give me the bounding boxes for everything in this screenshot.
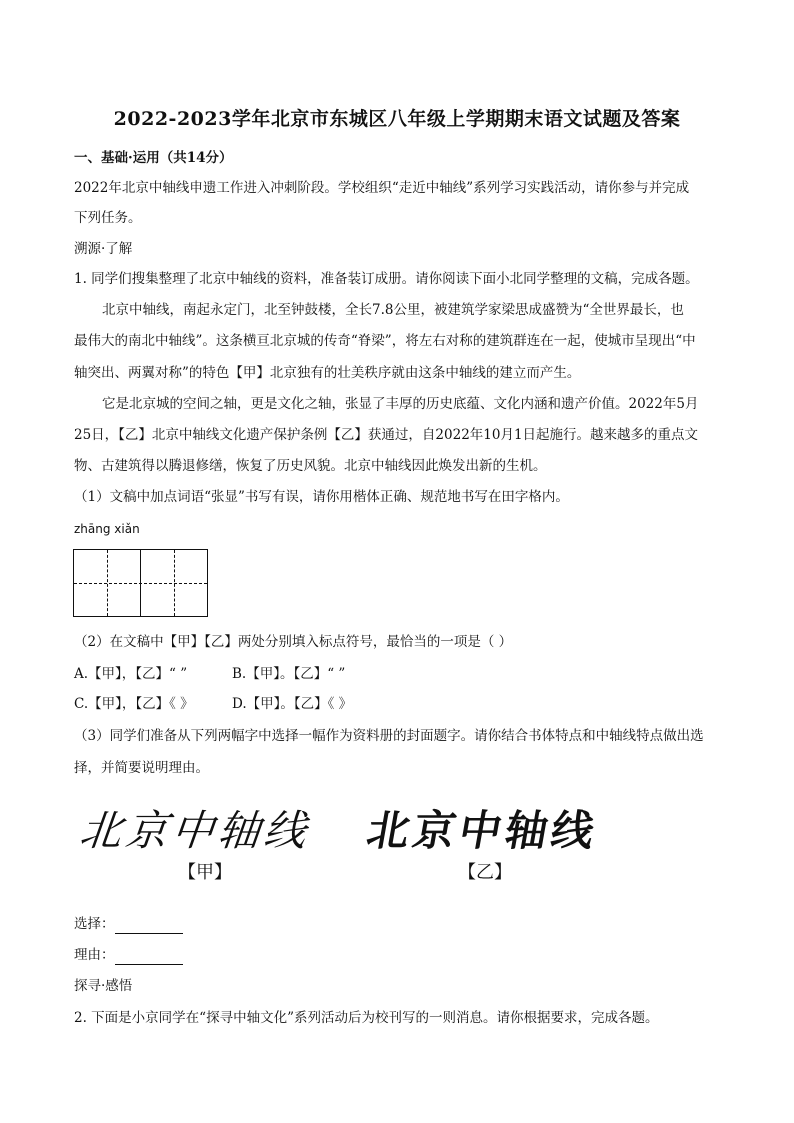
passage-line-6: 物、古建筑得以腾退修缮，恢复了历史风貌。北京中轴线因此焕发出新的生机。 bbox=[74, 458, 547, 474]
question-1-3-line-1: （3）同学们准备从下列两幅字中选择一幅作为资料册的封面题字。请你结合书体特点和中轴线特点做出选 bbox=[74, 728, 704, 744]
subheading-explore: 探寻·感悟 bbox=[74, 978, 133, 994]
section-heading: 一、基础·运用（共14分） bbox=[74, 150, 233, 166]
tianzi-grid[interactable] bbox=[73, 549, 208, 617]
passage-line-5: 25日，【乙】北京中轴线文化遗产保护条例【乙】获通过，自2022年10月1日起施行。越来越多的重点文 bbox=[74, 427, 699, 443]
choice-label: 选择： bbox=[74, 916, 115, 932]
choice-blank[interactable] bbox=[115, 919, 183, 934]
question-1: 1. 同学们搜集整理了北京中轴线的资料，准备装订成册。请你阅读下面小北同学整理的文稿，完成各题。 bbox=[74, 271, 699, 287]
pinyin-annotation: zhāng xiǎn bbox=[74, 522, 140, 536]
passage-line-3: 轴突出、两翼对称”的特色【甲】北京独有的壮美秩序就由这条中轴线的建立而产生。 bbox=[74, 365, 581, 381]
label-yi: 【乙】 bbox=[458, 862, 512, 883]
question-1-2: （2）在文稿中【甲】【乙】两处分别填入标点符号，最恰当的一项是（ ） bbox=[74, 634, 513, 650]
reason-blank[interactable] bbox=[115, 950, 183, 965]
reason-label: 理由： bbox=[74, 947, 115, 963]
question-1-3-line-2: 择，并简要说明理由。 bbox=[74, 760, 209, 776]
intro-line-2: 下列任务。 bbox=[74, 210, 142, 226]
passage-line-1: 北京中轴线，南起永定门，北至钟鼓楼，全长7.8公里，被建筑学家梁思成盛赞为“全世界最长，也 bbox=[102, 302, 684, 318]
calligraphy-yi: 北京中轴线 bbox=[363, 806, 602, 855]
calligraphy-jia: 北京中轴线 bbox=[77, 806, 313, 855]
choice-row bbox=[74, 914, 183, 934]
option-b: B.【甲】。【乙】“ ” bbox=[232, 666, 346, 682]
label-jia: 【甲】 bbox=[178, 862, 232, 883]
grid-dashed-horizontal bbox=[74, 583, 207, 584]
passage-line-2: 最伟大的南北中轴线”。这条横亘北京城的传奇“脊梁”，将左右对称的建筑群连在一起，使城市呈现出“中 bbox=[74, 333, 696, 349]
question-1-1: （1）文稿中加点词语“张显”书写有误，请你用楷体正确、规范地书写在田字格内。 bbox=[74, 489, 569, 505]
reason-row bbox=[74, 945, 183, 965]
option-c: C.【甲】，【乙】《 》 bbox=[74, 696, 194, 712]
intro-line-1: 2022年北京中轴线申遗工作进入冲刺阶段。学校组织“走近中轴线”系列学习实践活动，请你参与并完成 bbox=[74, 180, 690, 196]
option-d: D.【甲】。【乙】《 》 bbox=[232, 696, 353, 712]
passage-line-4: 它是北京城的空间之轴，更是文化之轴，张显了丰厚的历史底蕴、文化内涵和遗产价值。2022年5月 bbox=[102, 396, 699, 412]
page-title: 2022-2023学年北京市东城区八年级上学期期末语文试题及答案 bbox=[113, 108, 681, 130]
option-a: A.【甲】，【乙】“ ” bbox=[74, 666, 188, 682]
question-2: 2. 下面是小京同学在“探寻中轴文化”系列活动后为校刊写的一则消息。请你根据要求，完成各题。 bbox=[74, 1010, 659, 1026]
subheading-source: 溯源·了解 bbox=[74, 241, 133, 257]
